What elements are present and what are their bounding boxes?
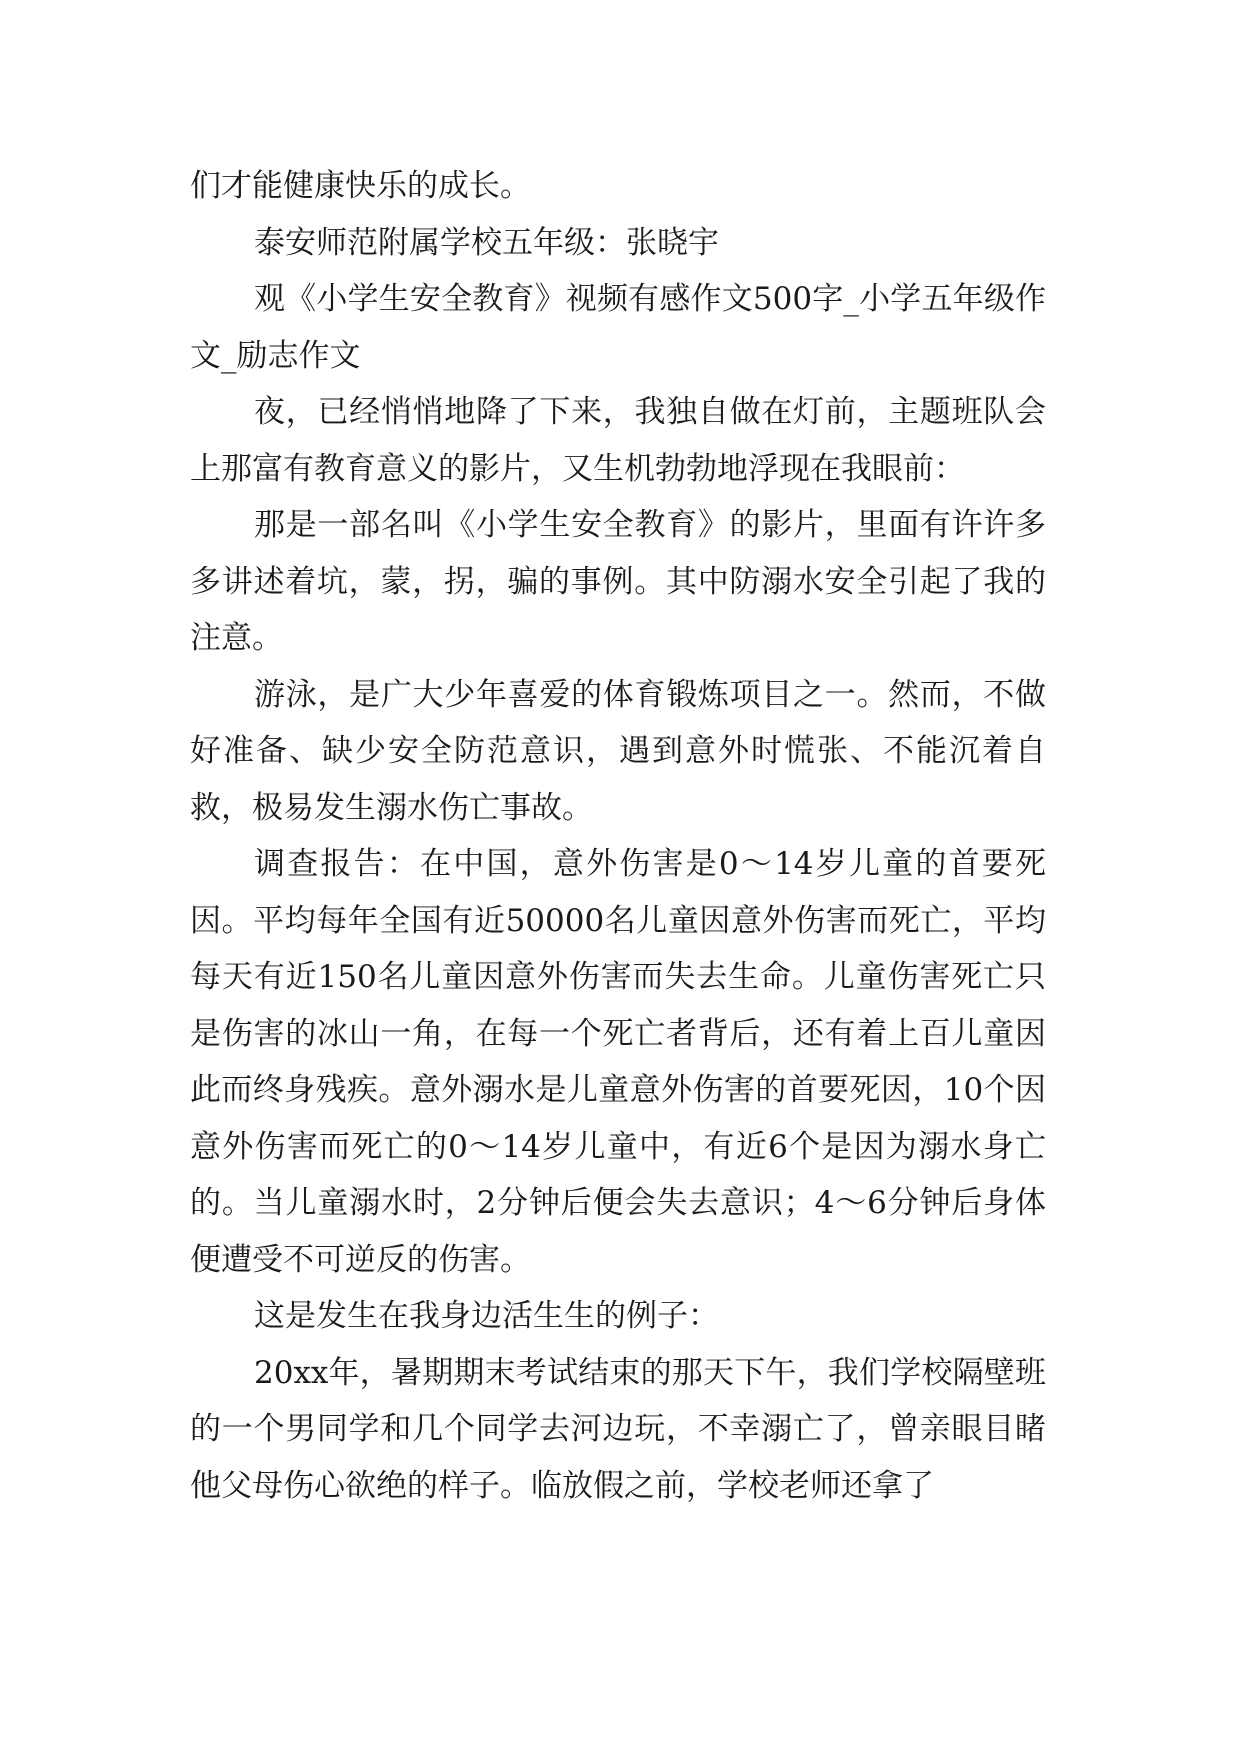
- paragraph: 调查报告：在中国，意外伤害是0～14岁儿童的首要死因。平均每年全国有近50000名儿童因意外伤害而死亡，平均每天有近150名儿童因意外伤害而失去生命。儿童伤害死亡只是伤害的冰山一角，在每一个死亡者背后，还有着上百儿童因此而终身残疾。意外溺水是儿童意外伤害的首要死因，10个因意外伤害而死亡的0～14岁儿童中，有近6个是因为溺水身亡的。当儿童溺水时，2分钟后便会失去意识；4～6分钟后身体便遭受不可逆反的伤害。: [190, 846, 1046, 1278]
- paragraph: 们才能健康快乐的成长。: [190, 168, 531, 204]
- article-title: 观《小学生安全教育》视频有感作文500字_小学五年级作文_励志作文: [190, 281, 1046, 374]
- author-line: 泰安师范附属学校五年级：张晓宇: [254, 224, 719, 261]
- paragraph: 游泳，是广大少年喜爱的体育锻炼项目之一。然而，不做好准备、缺少安全防范意识，遇到意外时慌张、不能沉着自救，极易发生溺水伤亡事故。: [190, 676, 1046, 826]
- paragraph: 那是一部名叫《小学生安全教育》的影片，里面有许许多多讲述着坑，蒙，拐，骗的事例。其中防溺水安全引起了我的注意。: [190, 507, 1046, 656]
- paragraph: 这是发生在我身边活生生的例子：: [254, 1298, 719, 1334]
- paragraph: 20xx年，暑期期末考试结束的那天下午，我们学校隔壁班的一个男同学和几个同学去河边玩，不幸溺亡了，曾亲眼目睹他父母伤心欲绝的样子。临放假之前，学校老师还拿了: [190, 1354, 1046, 1504]
- document-body: [190, 158, 1046, 1514]
- paragraph: 夜，已经悄悄地降了下来，我独自做在灯前，主题班队会上那富有教育意义的影片，又生机勃勃地浮现在我眼前：: [190, 394, 1046, 487]
